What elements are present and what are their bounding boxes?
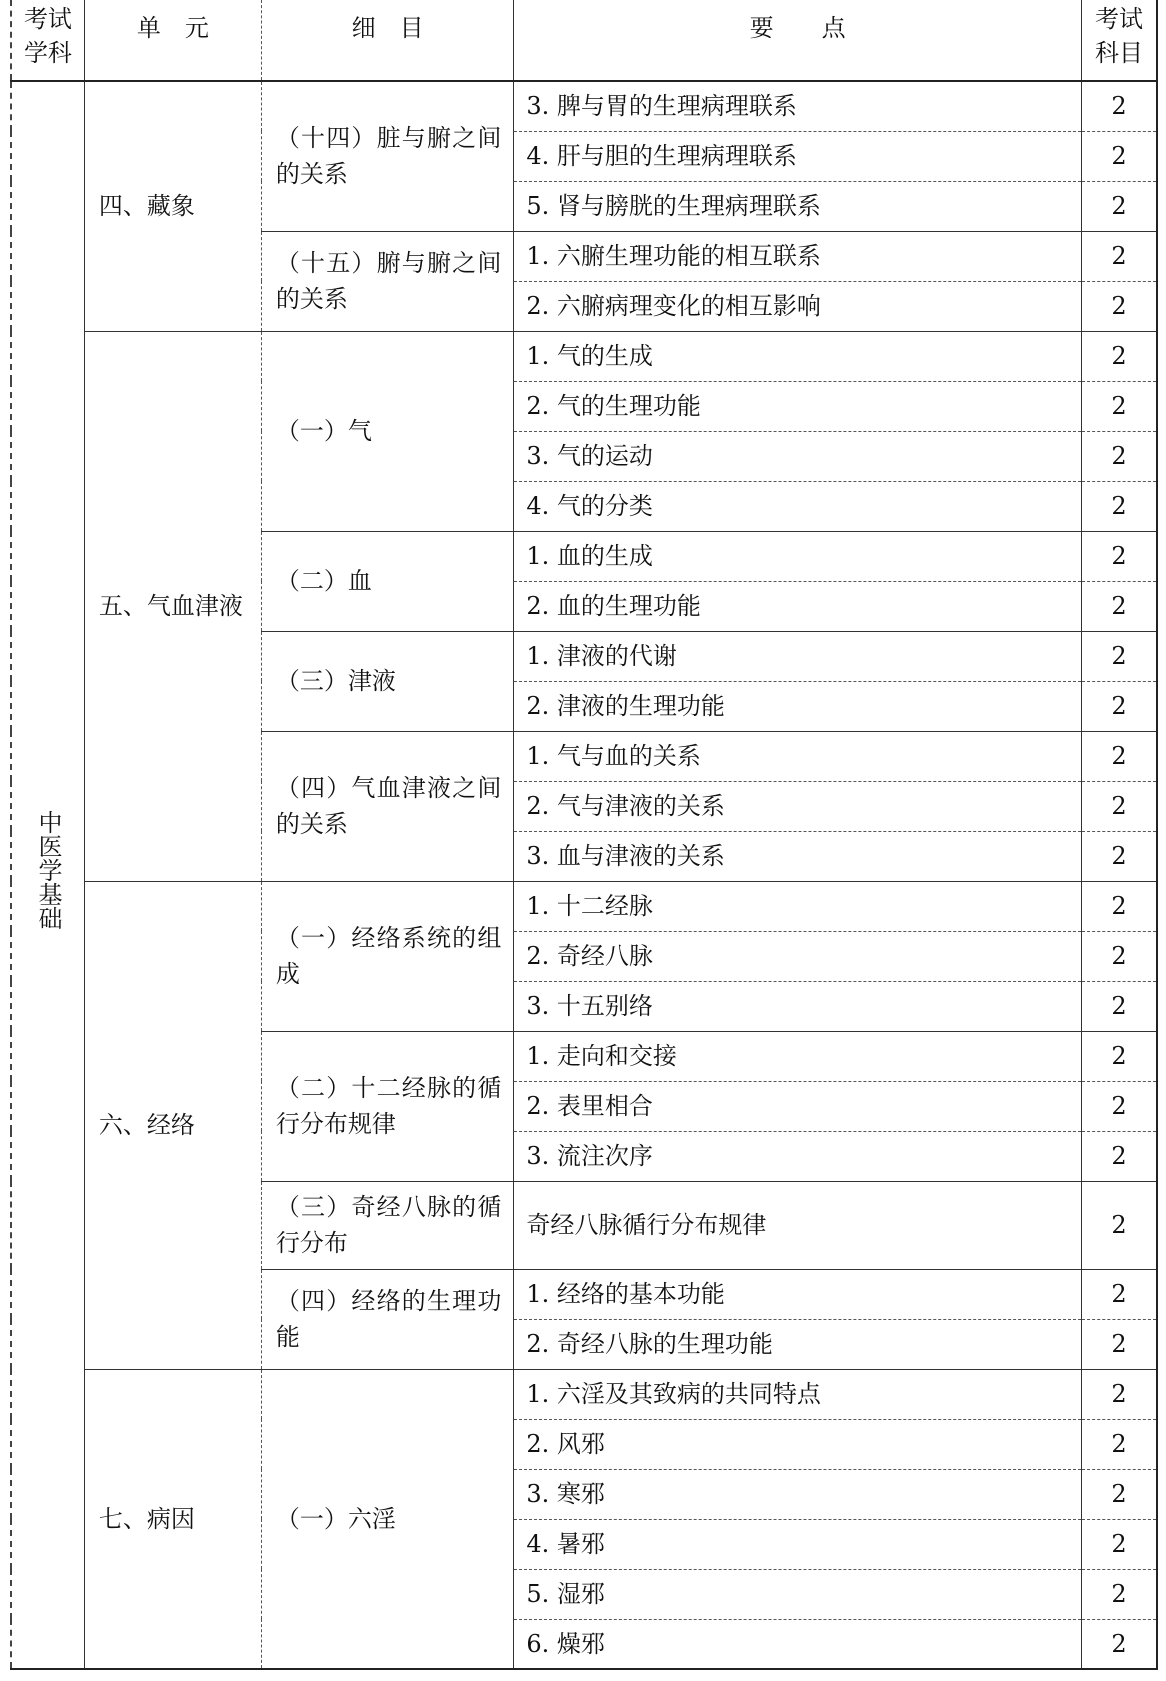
point-cell: 2. 津液的生理功能	[514, 681, 1082, 731]
point-cell: 2. 风邪	[514, 1419, 1082, 1469]
item-cell: （二）血	[261, 531, 514, 631]
level-cell: 2	[1081, 81, 1157, 131]
level-cell: 2	[1081, 681, 1157, 731]
point-cell: 3. 寒邪	[514, 1469, 1082, 1519]
level-cell: 2	[1081, 1269, 1157, 1319]
level-cell: 2	[1081, 1319, 1157, 1369]
table-row	[11, 331, 1157, 381]
point-cell: 2. 奇经八脉的生理功能	[514, 1319, 1082, 1369]
level-cell: 2	[1081, 931, 1157, 981]
point-cell: 5. 湿邪	[514, 1569, 1082, 1619]
level-cell: 2	[1081, 381, 1157, 431]
unit-cell: 六、经络	[84, 881, 261, 1369]
unit-cell: 七、病因	[84, 1369, 261, 1669]
point-cell: 6. 燥邪	[514, 1619, 1082, 1669]
subject-cell	[11, 81, 84, 1669]
level-cell: 2	[1081, 1419, 1157, 1469]
point-cell: 1. 津液的代谢	[514, 631, 1082, 681]
level-cell: 2	[1081, 481, 1157, 531]
point-cell: 1. 气与血的关系	[514, 731, 1082, 781]
level-cell: 2	[1081, 881, 1157, 931]
level-cell: 2	[1081, 1519, 1157, 1569]
point-cell: 1. 六淫及其致病的共同特点	[514, 1369, 1082, 1419]
point-cell: 3. 脾与胃的生理病理联系	[514, 81, 1082, 131]
point-cell: 2. 气的生理功能	[514, 381, 1082, 431]
header-subject-line1: 考试	[23, 5, 72, 33]
point-cell: 2. 血的生理功能	[514, 581, 1082, 631]
level-cell: 2	[1081, 781, 1157, 831]
header-unit: 单 元	[84, 0, 261, 69]
header-item: 细 目	[261, 0, 514, 69]
point-cell: 2. 表里相合	[514, 1081, 1082, 1131]
header-subject-line2: 学科	[23, 39, 72, 67]
level-cell: 2	[1081, 1469, 1157, 1519]
level-cell: 2	[1081, 231, 1157, 281]
point-cell: 5. 肾与膀胱的生理病理联系	[514, 181, 1082, 231]
item-cell: （一）气	[261, 331, 514, 531]
item-cell: （二）十二经脉的循行分布规律	[261, 1031, 514, 1181]
point-cell: 4. 气的分类	[514, 481, 1082, 531]
header-level-line2: 科目	[1094, 39, 1143, 67]
point-cell: 4. 暑邪	[514, 1519, 1082, 1569]
point-cell: 奇经八脉循行分布规律	[514, 1181, 1082, 1269]
point-cell: 3. 十五别络	[514, 981, 1082, 1031]
level-cell: 2	[1081, 731, 1157, 781]
point-cell: 1. 气的生成	[514, 331, 1082, 381]
point-cell: 2. 奇经八脉	[514, 931, 1082, 981]
level-cell: 2	[1081, 831, 1157, 881]
point-cell: 2. 六腑病理变化的相互影响	[514, 281, 1082, 331]
level-cell: 2	[1081, 1369, 1157, 1419]
item-cell: （三）津液	[261, 631, 514, 731]
point-cell: 1. 走向和交接	[514, 1031, 1082, 1081]
item-cell: （十四）脏与腑之间的关系	[261, 81, 514, 231]
level-cell: 2	[1081, 281, 1157, 331]
table-row	[11, 1369, 1157, 1419]
level-cell: 2	[1081, 1569, 1157, 1619]
item-cell: （一）六淫	[261, 1369, 514, 1669]
item-cell: （四）气血津液之间的关系	[261, 731, 514, 881]
syllabus-table	[10, 0, 1158, 1670]
point-cell: 1. 六腑生理功能的相互联系	[514, 231, 1082, 281]
point-cell: 2. 气与津液的关系	[514, 781, 1082, 831]
item-cell: （十五）腑与腑之间的关系	[261, 231, 514, 331]
level-cell: 2	[1081, 181, 1157, 231]
header-level-line1: 考试	[1094, 5, 1143, 33]
level-cell: 2	[1081, 981, 1157, 1031]
item-cell: （三）奇经八脉的循行分布	[261, 1181, 514, 1269]
unit-cell: 五、气血津液	[84, 331, 261, 881]
header-subject	[11, 0, 84, 81]
level-cell: 2	[1081, 331, 1157, 381]
table-row	[11, 881, 1157, 931]
point-cell: 1. 经络的基本功能	[514, 1269, 1082, 1319]
subject-label: 中医学基础	[33, 810, 62, 930]
level-cell: 2	[1081, 1031, 1157, 1081]
point-cell: 1. 十二经脉	[514, 881, 1082, 931]
item-cell: （一）经络系统的组成	[261, 881, 514, 1031]
level-cell: 2	[1081, 631, 1157, 681]
unit-cell: 四、藏象	[84, 81, 261, 331]
header-level	[1081, 0, 1157, 81]
header-row	[11, 0, 1157, 81]
point-cell: 3. 流注次序	[514, 1131, 1082, 1181]
level-cell: 2	[1081, 1081, 1157, 1131]
level-cell: 2	[1081, 131, 1157, 181]
level-cell: 2	[1081, 1131, 1157, 1181]
header-point: 要 点	[514, 0, 1082, 69]
level-cell: 2	[1081, 531, 1157, 581]
point-cell: 1. 血的生成	[514, 531, 1082, 581]
point-cell: 3. 血与津液的关系	[514, 831, 1082, 881]
item-cell: （四）经络的生理功能	[261, 1269, 514, 1369]
level-cell: 2	[1081, 581, 1157, 631]
point-cell: 3. 气的运动	[514, 431, 1082, 481]
table-row	[11, 81, 1157, 131]
level-cell: 2	[1081, 1619, 1157, 1669]
point-cell: 4. 肝与胆的生理病理联系	[514, 131, 1082, 181]
syllabus-body	[11, 81, 1157, 1669]
level-cell: 2	[1081, 1181, 1157, 1269]
level-cell: 2	[1081, 431, 1157, 481]
